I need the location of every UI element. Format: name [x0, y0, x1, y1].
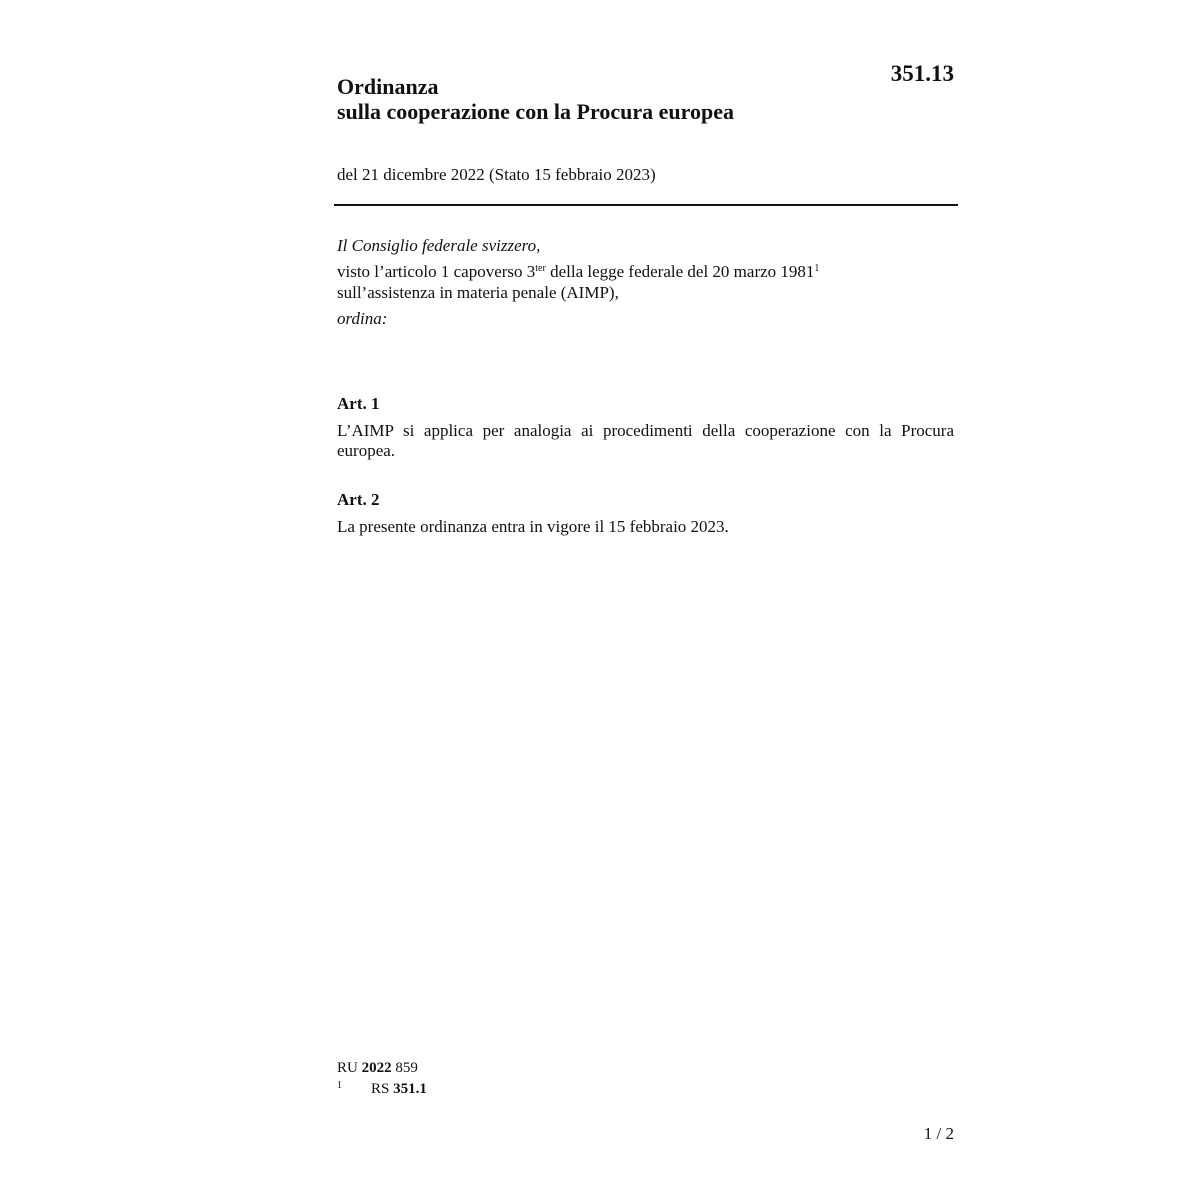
footnote-reference-1[interactable]: 1	[814, 263, 820, 274]
footnote-1-prefix: RS	[371, 1081, 390, 1097]
preamble-ordina: ordina:	[337, 309, 388, 328]
legal-basis-part-1: visto l’articolo 1 capoverso 3	[337, 262, 536, 281]
article-1-text: L’AIMP si applica per analogia ai procedimenti della cooperazione con la Procura europea.	[337, 421, 954, 460]
title-line-1: Ordinanza	[337, 74, 439, 99]
footnote-1-ref[interactable]: 351.1	[393, 1081, 427, 1097]
legal-basis-part-2: della legge federale del 20 marzo 1981	[545, 262, 815, 281]
article-2	[337, 489, 954, 537]
date-status-line: del 21 dicembre 2022 (Stato 15 febbraio 2023)	[337, 165, 656, 184]
article-2-text: La presente ordinanza entra in vigore il 15 febbraio 2023.	[337, 517, 729, 536]
preamble	[337, 235, 957, 329]
preamble-authority: Il Consiglio federale svizzero,	[337, 236, 541, 255]
legal-basis-line-2: sull’assistenza in materia penale (AIMP),	[337, 283, 619, 302]
article-1	[337, 393, 954, 461]
ru-prefix: RU	[337, 1060, 362, 1076]
legal-basis-superscript: ter	[535, 263, 546, 274]
footnote-1	[337, 1079, 427, 1101]
title-line-2: sulla cooperazione con la Procura europea	[337, 99, 734, 124]
page-number: 1 / 2	[923, 1124, 954, 1143]
ru-page: 859	[391, 1060, 418, 1076]
footnote-1-mark: 1	[337, 1080, 342, 1091]
article-2-heading: Art. 2	[337, 490, 380, 509]
footnotes	[337, 1058, 427, 1101]
header-divider	[334, 204, 958, 206]
document-title	[337, 74, 897, 124]
sr-number: 351.13	[890, 61, 954, 86]
article-1-heading: Art. 1	[337, 394, 380, 413]
preamble-legal-basis	[337, 261, 957, 282]
ru-year: 2022	[361, 1060, 392, 1076]
